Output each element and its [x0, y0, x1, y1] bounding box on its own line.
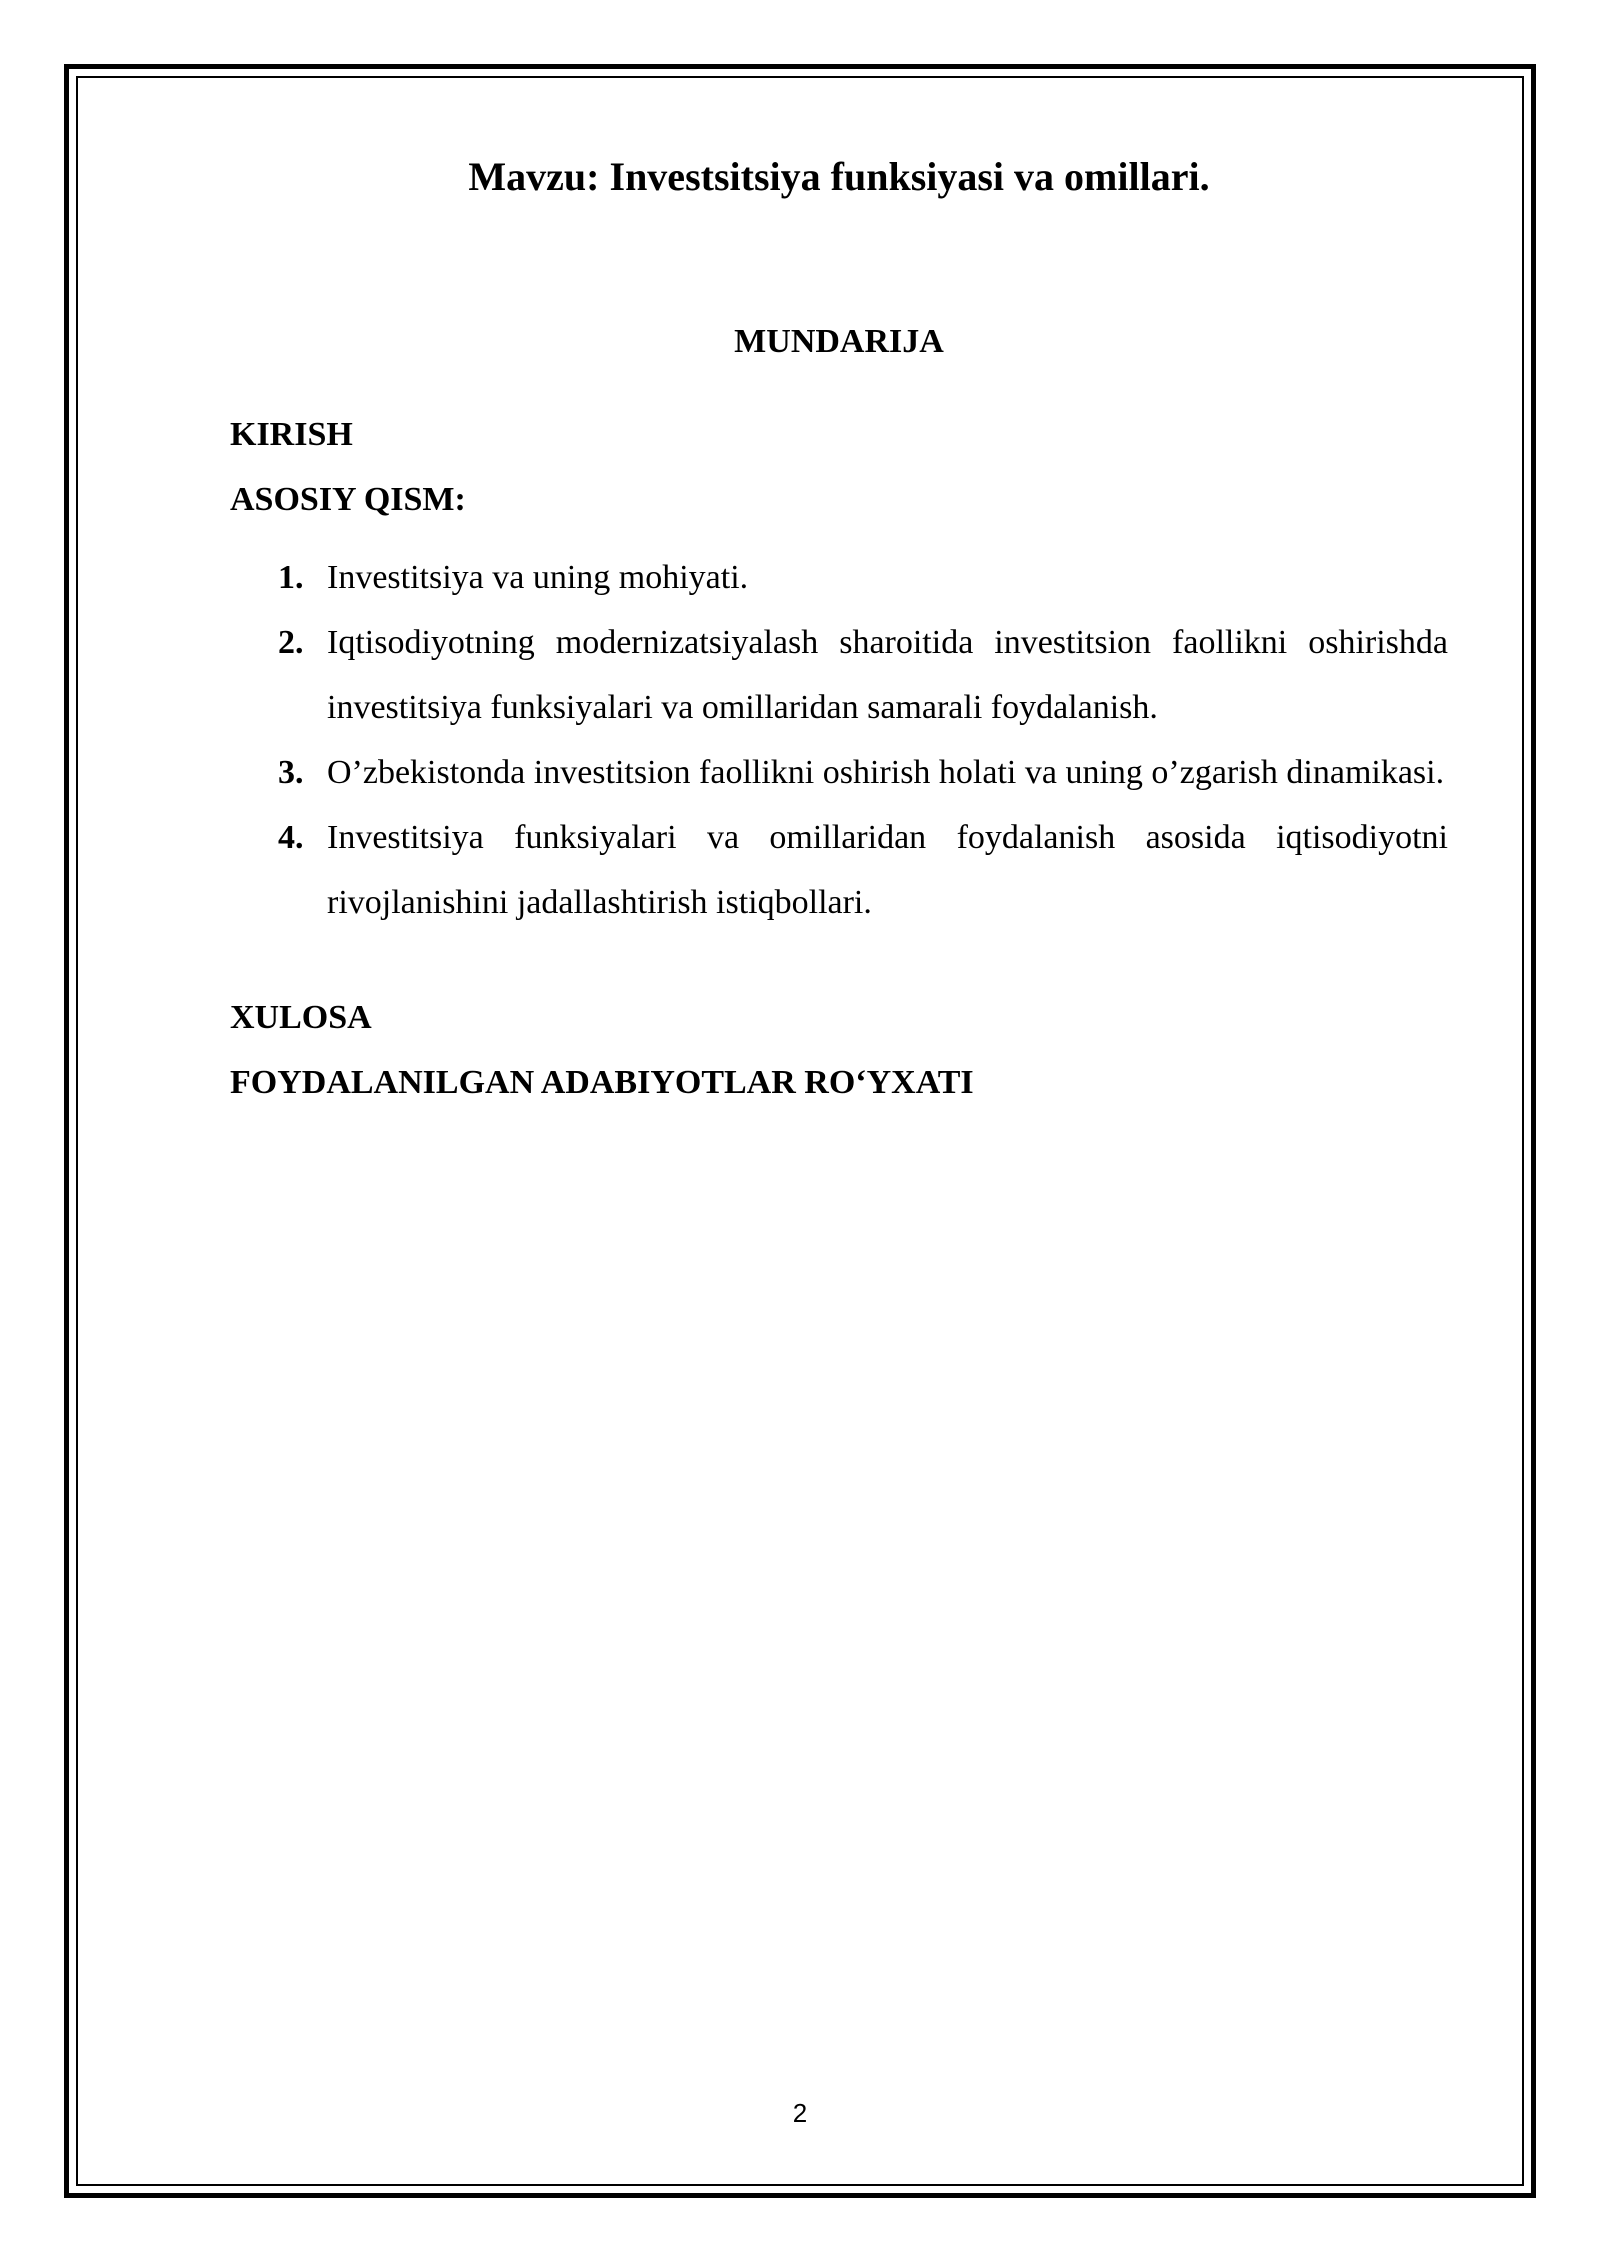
page-number: 2 — [792, 2098, 808, 2128]
toc-item-text: Investitsiya funksiyalari va omillaridan foydalanish asosida iqtisodiyotni rivojlanishini jadallashtirish istiqbollari. — [327, 819, 1448, 921]
document-topic: Mavzu: Investsitsiya funksiyasi va omillari. — [468, 154, 1210, 199]
toc-item-number: 1. — [278, 559, 304, 596]
table-of-contents-heading: MUNDARIJA — [734, 323, 944, 360]
toc-section-main-part: ASOSIY QISM: — [230, 481, 466, 518]
page-border-inner — [76, 76, 1524, 2186]
toc-item-number: 2. — [278, 624, 304, 661]
toc-item — [230, 740, 1448, 805]
toc-item-list — [230, 545, 1448, 935]
toc-section-introduction: KIRISH — [230, 416, 353, 453]
toc-item — [230, 545, 1448, 610]
toc-item-text: O’zbekistonda investitsion faollikni oshirish holati va uning o’zgarish dinamikasi. — [327, 754, 1445, 791]
toc-item-number: 4. — [278, 819, 304, 856]
toc-section-references: FOYDALANILGAN ADABIYOTLAR RO‘YXATI — [230, 1064, 974, 1101]
toc-item-text: Iqtisodiyotning modernizatsiyalash sharoitida investitsion faollikni oshirishda investitsiya funksiyalari va omillaridan samarali foydalanish. — [327, 624, 1448, 726]
toc-item — [230, 805, 1448, 935]
toc-item-text: Investitsiya va uning mohiyati. — [327, 559, 749, 596]
toc-item-number: 3. — [278, 754, 304, 791]
toc-section-conclusion: XULOSA — [230, 999, 372, 1036]
toc-item — [230, 610, 1448, 740]
